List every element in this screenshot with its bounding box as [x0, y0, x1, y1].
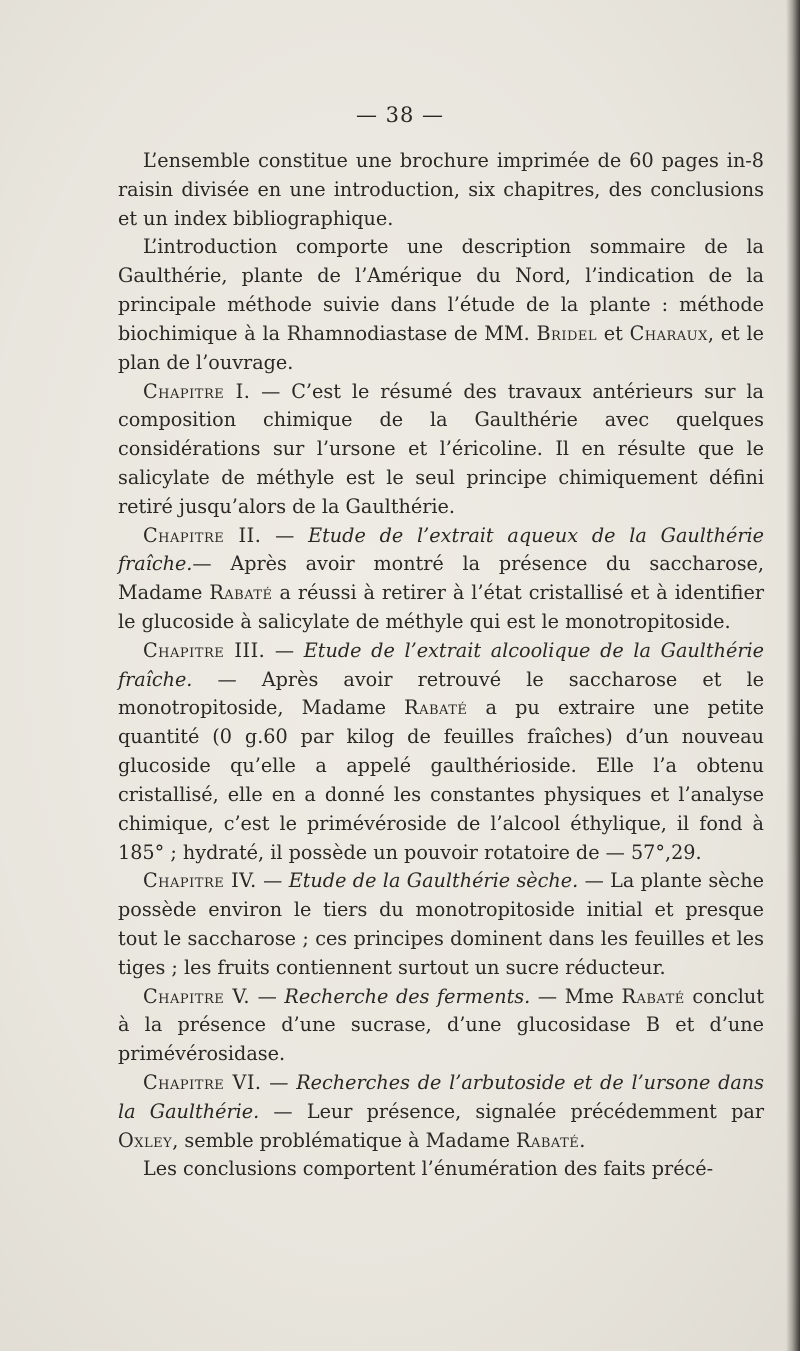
- paragraph-chapter-6: [118, 1069, 764, 1155]
- dash: —: [256, 869, 289, 893]
- author-name: Bridel: [536, 321, 598, 345]
- paragraph-text: et: [597, 321, 630, 345]
- paragraph-text: Les conclusions comportent l’énumération des faits précé-: [143, 1157, 714, 1181]
- author-name: Charaux: [629, 321, 708, 345]
- author-name: Rabaté: [404, 696, 468, 720]
- paragraph-chapter-5: [118, 983, 764, 1069]
- paragraph-chapter-4: [118, 867, 764, 982]
- paragraph-text: conclut à la présence d’une sucrase, d’une glucosidase B et d’une primévérosidase.: [118, 984, 764, 1066]
- paragraph-conclusions: [118, 1155, 764, 1184]
- chapter-heading: Chapitre V.: [143, 984, 250, 1008]
- dash: —: [261, 1071, 297, 1094]
- chapter-heading: Chapitre I.: [143, 379, 251, 403]
- chapter-title: Etude de la Gaulthérie sèche.: [288, 869, 579, 893]
- chapter-heading: Chapitre VI.: [143, 1071, 262, 1094]
- paragraph-text: — Mme: [530, 984, 622, 1008]
- dash: —: [261, 523, 309, 547]
- chapter-heading: Chapitre IV.: [143, 869, 257, 893]
- paragraph-chapter-3: [118, 637, 764, 868]
- chapter-title: Recherches de l’arbutoside et de l’ursone dans la Gaulthérie.: [118, 1071, 764, 1123]
- body-text: [118, 147, 764, 1184]
- paragraph-chapter-1: [118, 378, 764, 522]
- dash: —: [265, 638, 304, 662]
- paragraph-text: — C’est le résumé des travaux antérieurs sur la composition chimique de la Gaulthérie avec quelques considérations sur l’ursone et l’éricoline. Il en résulte que le salicylate de méthyle est le seul principe chimiquement défini retiré jusqu’alors de la Gaulthérie.: [118, 379, 764, 518]
- paragraph-text: a pu extraire une petite quantité (0 g.60 par kilog de feuilles fraîches) d’un nouveau glucoside qu’elle a appelé gaulthérioside. Elle l’a obtenu cristallisé, elle en a donné les constantes physiques et l’analyse chimique, c’est le primévéroside de l’alcool éthylique, il fond à 185° ; hydraté, il possède un pouvoir rotatoire de — 57°,29.: [118, 696, 764, 864]
- paragraph-text: — Leur présence, signalée précédemment par: [259, 1099, 764, 1123]
- paragraph-text: a réussi à retirer à l’état cristallisé et à identifier le glucoside à salicylate de méthyle qui est le monotropitoside.: [118, 581, 764, 633]
- paragraph-text: — La plante sèche possède environ le tiers du monotropitoside initial et presque tout le saccharose ; ces principes dominent dans les feuilles et les tiges ; les fruits contiennent surtout un sucre réducteur.: [118, 869, 764, 979]
- chapter-title: Etude de l’extrait alcoolique de la Gaulthérie fraîche.: [118, 638, 764, 691]
- author-name: Rabaté: [621, 984, 685, 1008]
- chapter-title: Recherche des ferments.: [284, 984, 531, 1008]
- page-number: — 38 —: [355, 103, 445, 127]
- paragraph-chapter-2: [118, 522, 764, 637]
- paragraph-summary: [118, 147, 764, 233]
- paragraph-text: L’introduction comporte une description sommaire de la Gaulthérie, plante de l’Amérique du Nord, l’indication de la principale méthode suivie dans l’étude de la plante : méthode biochimique à la Rhamnodiastase de MM.: [118, 235, 764, 345]
- paragraph-text: — Après avoir montré la présence du saccharose, Madame: [118, 552, 764, 605]
- author-name: Rabaté: [209, 581, 273, 605]
- paragraph-text: .: [579, 1128, 586, 1152]
- dash: —: [249, 984, 285, 1008]
- chapter-title: Etude de l’extrait aqueux de la Gaulthérie fraîche.: [118, 523, 764, 576]
- author-name: Oxley: [118, 1128, 173, 1152]
- author-name: Rabaté: [516, 1128, 580, 1152]
- paragraph-text: — Après avoir retrouvé le saccharose et le monotropitoside, Madame: [118, 667, 764, 720]
- paragraph-text: , et le plan de l’ouvrage.: [118, 321, 764, 374]
- chapter-heading: Chapitre II.: [143, 523, 262, 547]
- chapter-heading: Chapitre III.: [143, 638, 266, 662]
- paragraph-text: , semble problématique à Madame: [172, 1128, 517, 1152]
- paragraph-text: L’ensemble constitue une brochure imprimée de 60 pages in-8 raisin divisée en une introduction, six chapitres, des conclusions et un index bibliographique.: [118, 149, 764, 230]
- paragraph-introduction: [118, 233, 764, 377]
